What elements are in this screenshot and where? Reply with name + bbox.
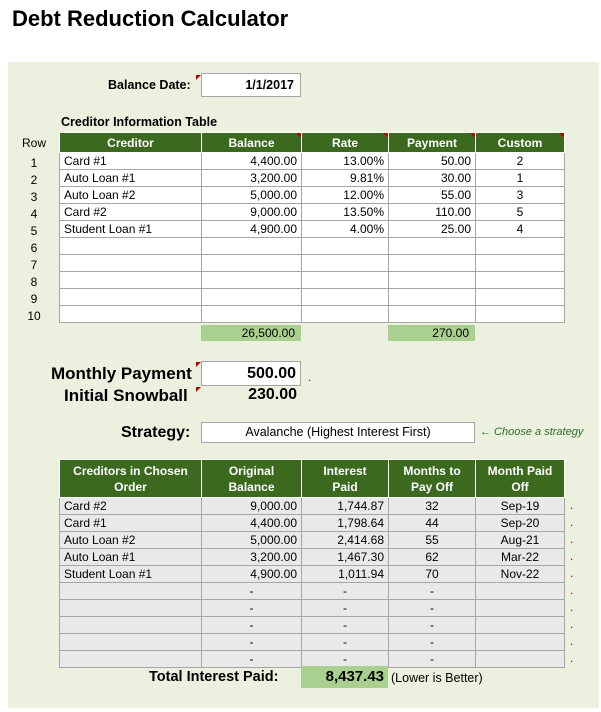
schedule-cell	[60, 617, 202, 634]
schedule-cell: Mar-22	[476, 549, 565, 566]
row-number: 6	[30, 241, 38, 255]
schedule-cell: 9,000.00	[202, 498, 302, 515]
creditor-cell[interactable]	[302, 289, 389, 306]
balance-date-input[interactable]: 1/1/2017	[201, 73, 301, 97]
creditor-cell[interactable]: 1	[476, 170, 565, 187]
creditor-cell[interactable]: 55.00	[389, 187, 476, 204]
comment-dot: .	[570, 532, 574, 546]
schedule-cell: 5,000.00	[202, 532, 302, 549]
schedule-cell	[60, 600, 202, 617]
schedule-cell: 55	[389, 532, 476, 549]
col-month-paid-off: Month Paid Off	[476, 460, 565, 498]
schedule-cell: Sep-20	[476, 515, 565, 532]
creditor-cell[interactable]: 9.81%	[302, 170, 389, 187]
schedule-cell: 1,744.87	[302, 498, 389, 515]
creditor-cell[interactable]: Card #1	[60, 153, 202, 170]
creditor-cell[interactable]	[389, 306, 476, 323]
schedule-cell	[476, 583, 565, 600]
strategy-hint: ← Choose a strategy	[480, 426, 584, 438]
creditor-cell[interactable]	[60, 255, 202, 272]
comment-dot: .	[570, 515, 574, 529]
schedule-cell: -	[302, 600, 389, 617]
schedule-row	[60, 515, 565, 532]
comment-dot: .	[570, 617, 574, 631]
col-balance: Balance	[202, 133, 302, 153]
creditor-row	[60, 204, 565, 221]
creditor-cell[interactable]	[389, 255, 476, 272]
comment-dot: .	[570, 583, 574, 597]
monthly-payment-input[interactable]: 500.00	[201, 361, 301, 386]
creditor-table-caption: Creditor Information Table	[61, 115, 218, 129]
schedule-cell	[60, 583, 202, 600]
creditor-cell[interactable]: 25.00	[389, 221, 476, 238]
total-interest-value: 8,437.43	[301, 666, 388, 688]
schedule-cell: -	[202, 651, 302, 668]
schedule-cell	[60, 651, 202, 668]
creditor-cell[interactable]	[60, 289, 202, 306]
creditor-cell[interactable]: 13.00%	[302, 153, 389, 170]
schedule-cell: -	[302, 583, 389, 600]
creditor-cell[interactable]	[302, 306, 389, 323]
balance-date-label: Balance Date:	[108, 78, 191, 92]
monthly-payment-label: Monthly Payment	[51, 364, 192, 383]
comment-dot: .	[570, 600, 574, 614]
comment-dot: .	[570, 566, 574, 580]
creditor-cell[interactable]	[476, 306, 565, 323]
creditor-row	[60, 170, 565, 187]
schedule-cell: 1,798.64	[302, 515, 389, 532]
schedule-cell: -	[202, 583, 302, 600]
total-payment: 270.00	[388, 325, 475, 341]
schedule-cell	[476, 600, 565, 617]
creditor-row	[60, 272, 565, 289]
creditor-row	[60, 238, 565, 255]
creditor-cell[interactable]: Card #2	[60, 204, 202, 221]
col-creditor: Creditor	[60, 133, 202, 153]
schedule-cell: -	[389, 617, 476, 634]
creditor-row	[60, 289, 565, 306]
creditor-cell[interactable]	[202, 238, 302, 255]
schedule-row	[60, 532, 565, 549]
creditor-cell[interactable]: 110.00	[389, 204, 476, 221]
creditor-cell[interactable]	[60, 272, 202, 289]
creditor-cell[interactable]	[302, 255, 389, 272]
creditor-cell[interactable]	[202, 255, 302, 272]
schedule-row	[60, 651, 565, 668]
creditor-cell[interactable]: 2	[476, 153, 565, 170]
creditor-cell[interactable]: Auto Loan #2	[60, 187, 202, 204]
creditor-cell[interactable]: 13.50%	[302, 204, 389, 221]
strategy-label: Strategy:	[121, 424, 191, 441]
creditor-cell[interactable]	[202, 272, 302, 289]
row-number: 7	[30, 258, 38, 272]
schedule-cell: 4,900.00	[202, 566, 302, 583]
col-rate: Rate	[302, 133, 389, 153]
schedule-cell: -	[202, 600, 302, 617]
initial-snowball-label: Initial Snowball	[64, 386, 188, 405]
creditor-cell[interactable]: 4,900.00	[202, 221, 302, 238]
creditor-cell[interactable]	[202, 306, 302, 323]
schedule-row	[60, 566, 565, 583]
schedule-cell: -	[302, 617, 389, 634]
row-number: 4	[30, 207, 38, 221]
creditor-cell[interactable]	[389, 272, 476, 289]
schedule-cell: Nov-22	[476, 566, 565, 583]
col-interest-paid: Interest Paid	[302, 460, 389, 498]
row-number: 9	[30, 292, 38, 306]
schedule-cell: Auto Loan #1	[60, 549, 202, 566]
total-interest-note: (Lower is Better)	[391, 671, 483, 685]
schedule-cell: -	[202, 617, 302, 634]
col-payment: Payment	[389, 133, 476, 153]
row-number: 8	[30, 275, 38, 289]
creditor-cell[interactable]	[302, 238, 389, 255]
schedule-cell: -	[389, 651, 476, 668]
strategy-select[interactable]: Avalanche (Highest Interest First)	[201, 422, 475, 443]
creditor-cell[interactable]: 4,400.00	[202, 153, 302, 170]
schedule-cell: -	[202, 634, 302, 651]
schedule-cell: Aug-21	[476, 532, 565, 549]
creditor-cell[interactable]: 30.00	[389, 170, 476, 187]
row-number: 5	[30, 224, 38, 238]
creditor-cell[interactable]	[476, 238, 565, 255]
creditor-cell[interactable]	[60, 238, 202, 255]
schedule-cell: 4,400.00	[202, 515, 302, 532]
row-header: Row	[22, 136, 47, 150]
creditor-cell[interactable]: Student Loan #1	[60, 221, 202, 238]
col-creditor-order: Creditors in Chosen Order	[60, 460, 202, 498]
schedule-cell: 3,200.00	[202, 549, 302, 566]
creditor-cell[interactable]: 9,000.00	[202, 204, 302, 221]
schedule-cell: 32	[389, 498, 476, 515]
col-original-balance: Original Balance	[202, 460, 302, 498]
creditor-row	[60, 255, 565, 272]
payoff-schedule-table	[59, 459, 565, 668]
creditor-row	[60, 306, 565, 323]
schedule-cell: 2,414.68	[302, 532, 389, 549]
schedule-cell: 44	[389, 515, 476, 532]
comment-dot: .	[570, 498, 574, 512]
schedule-cell: -	[302, 651, 389, 668]
creditor-cell[interactable]	[389, 289, 476, 306]
creditor-cell[interactable]	[202, 289, 302, 306]
schedule-cell: Sep-19	[476, 498, 565, 515]
creditor-cell[interactable]: 3,200.00	[202, 170, 302, 187]
creditor-cell[interactable]: 4	[476, 221, 565, 238]
comment-dot: .	[570, 549, 574, 563]
total-balance: 26,500.00	[201, 325, 301, 341]
schedule-cell: -	[389, 583, 476, 600]
schedule-cell: -	[389, 634, 476, 651]
schedule-row	[60, 617, 565, 634]
creditor-cell[interactable]	[60, 306, 202, 323]
schedule-cell	[476, 634, 565, 651]
col-months-to-pay: Months to Pay Off	[389, 460, 476, 498]
schedule-cell: 1,011.94	[302, 566, 389, 583]
creditor-cell[interactable]: 12.00%	[302, 187, 389, 204]
creditor-row	[60, 153, 565, 170]
creditor-cell[interactable]: Auto Loan #1	[60, 170, 202, 187]
creditor-cell[interactable]: 50.00	[389, 153, 476, 170]
schedule-cell	[476, 651, 565, 668]
schedule-cell: 62	[389, 549, 476, 566]
schedule-cell: -	[302, 634, 389, 651]
initial-snowball-value: 230.00	[248, 386, 297, 403]
creditor-table	[59, 132, 565, 323]
row-number: 10	[27, 309, 41, 323]
schedule-cell: 70	[389, 566, 476, 583]
comment-dot: .	[570, 634, 574, 648]
schedule-row	[60, 549, 565, 566]
total-interest-label: Total Interest Paid:	[149, 669, 279, 685]
schedule-cell	[476, 617, 565, 634]
creditor-row	[60, 221, 565, 238]
schedule-cell: -	[389, 600, 476, 617]
row-number: 3	[30, 190, 38, 204]
creditor-cell[interactable]: 3	[476, 187, 565, 204]
creditor-row	[60, 187, 565, 204]
app-title: Debt Reduction Calculator	[12, 6, 289, 31]
schedule-cell: Card #1	[60, 515, 202, 532]
creditor-cell[interactable]	[476, 255, 565, 272]
row-number: 2	[30, 173, 38, 187]
creditor-cell[interactable]	[476, 272, 565, 289]
schedule-cell: Auto Loan #2	[60, 532, 202, 549]
schedule-row	[60, 498, 565, 515]
schedule-row	[60, 600, 565, 617]
creditor-cell[interactable]	[302, 272, 389, 289]
schedule-cell: Student Loan #1	[60, 566, 202, 583]
comment-dot: .	[308, 370, 312, 384]
creditor-cell[interactable]: 5,000.00	[202, 187, 302, 204]
schedule-cell	[60, 634, 202, 651]
creditor-cell[interactable]: 4.00%	[302, 221, 389, 238]
comment-dot: .	[570, 651, 574, 665]
row-number: 1	[30, 156, 38, 170]
schedule-row	[60, 583, 565, 600]
creditor-cell[interactable]	[389, 238, 476, 255]
schedule-cell: Card #2	[60, 498, 202, 515]
schedule-row	[60, 634, 565, 651]
schedule-cell: 1,467.30	[302, 549, 389, 566]
creditor-cell[interactable]: 5	[476, 204, 565, 221]
col-custom: Custom	[476, 133, 565, 153]
creditor-cell[interactable]	[476, 289, 565, 306]
